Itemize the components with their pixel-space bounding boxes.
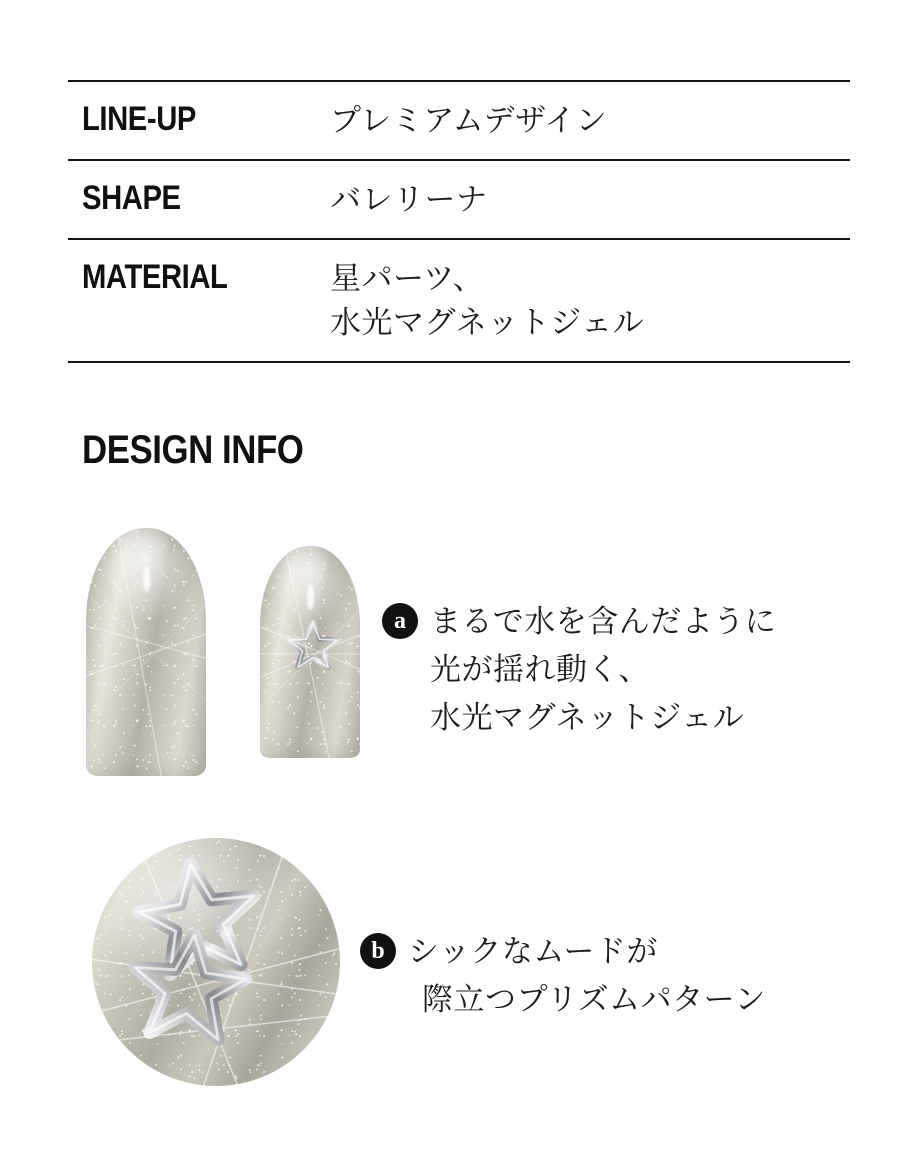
table-row (68, 80, 850, 161)
spec-value-line: 星パーツ、 (330, 261, 485, 297)
note-line: まるで水を含んだように (430, 604, 777, 639)
spec-label-material: MATERIAL (82, 258, 228, 297)
macro-detail-photo (92, 838, 340, 1086)
spec-value-material (330, 257, 850, 345)
prism-lines (92, 838, 340, 1086)
nail-tips-image (78, 520, 378, 790)
bullet-marker-a: a (382, 603, 418, 639)
nail-highlight (307, 584, 314, 610)
spec-value-line: プレミアムデザイン (330, 103, 608, 138)
note-line: 水光マグネットジェル (430, 700, 745, 736)
spec-value-line-up (330, 99, 850, 143)
note-line: 光が揺れ動く、 (430, 652, 650, 688)
table-row (68, 240, 850, 363)
spec-value-shape (330, 178, 850, 222)
spec-table (68, 80, 850, 363)
nail-tip-large (86, 528, 206, 776)
note-line: 際立つプリズムパターン (422, 982, 767, 1018)
nail-highlight (143, 566, 150, 592)
note-line: シックなムードが (408, 934, 658, 969)
design-note-b (360, 928, 766, 1024)
design-note-a-text (430, 598, 776, 742)
star-charm-icon (286, 620, 340, 672)
spec-label-shape: SHAPE (82, 179, 181, 218)
design-info-heading: DESIGN INFO (82, 428, 304, 472)
spec-value-line: 水光マグネットジェル (330, 305, 645, 341)
spec-value-line: バレリーナ (330, 182, 488, 218)
design-note-a (382, 598, 776, 742)
bullet-marker-b: b (360, 933, 396, 969)
nail-tip-small (260, 546, 360, 758)
spec-label-line-up: LINE-UP (82, 100, 196, 138)
design-note-b-text (408, 928, 766, 1024)
table-row (68, 161, 850, 240)
macro-star-detail (92, 838, 340, 1086)
